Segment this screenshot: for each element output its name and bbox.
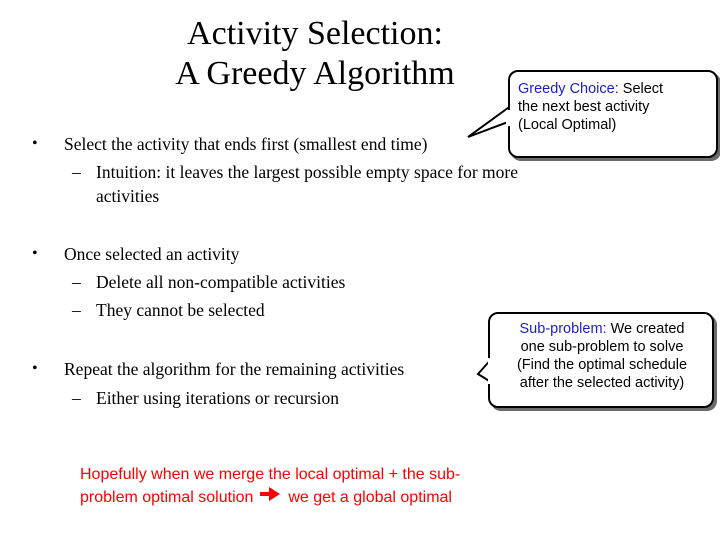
- bullet-2-sub-1: Delete all non-compatible activities: [96, 272, 346, 292]
- title-line-1: Activity Selection:: [187, 15, 443, 52]
- subproblem-text-1: We created: [606, 321, 685, 337]
- footer-note: [80, 464, 530, 510]
- bullet-1-sub-1-line-1: Intuition: it leaves the largest possible empty space for more: [96, 162, 518, 182]
- bullet-1-sub-1-line-2: activities: [96, 186, 160, 206]
- dash-marker: –: [72, 300, 81, 320]
- footer-line-1: Hopefully when we merge the local optimal + the sub-: [80, 466, 461, 483]
- footer-line-2-start: problem optimal solution: [80, 489, 258, 507]
- right-arrow-icon: [260, 486, 280, 508]
- subproblem-label: Sub-problem:: [519, 321, 607, 337]
- bullet-marker: •: [32, 245, 38, 262]
- bullet-marker: •: [32, 360, 38, 377]
- bullet-marker: •: [32, 135, 38, 152]
- bullet-2-sub-2: They cannot be selected: [96, 300, 265, 320]
- dash-marker: –: [72, 272, 81, 292]
- greedy-choice-text-3: (Local Optimal): [518, 117, 617, 133]
- greedy-choice-text-1: Select: [618, 81, 664, 97]
- subproblem-text-3: (Find the optimal schedule: [516, 357, 688, 373]
- dash-marker: –: [72, 388, 81, 408]
- subproblem-text-2: one sub-problem to solve: [520, 339, 684, 355]
- greedy-choice-label: Greedy Choice:: [518, 81, 619, 97]
- dash-marker: –: [72, 162, 81, 182]
- footer-line-2-end: we get a global optimal: [283, 489, 452, 507]
- bullet-2-text: Once selected an activity: [64, 244, 240, 264]
- subproblem-text-4: after the selected activity): [519, 375, 685, 391]
- greedy-choice-callout: [508, 70, 718, 158]
- bullet-3-text: Repeat the algorithm for the remaining activities: [64, 359, 405, 379]
- subproblem-callout: [488, 312, 714, 408]
- bullet-1-text: Select the activity that ends first (smallest end time): [64, 134, 428, 154]
- subproblem-pointer-joint: [486, 358, 494, 384]
- bullet-3-sub-1: Either using iterations or recursion: [96, 388, 339, 408]
- title-line-2: A Greedy Algorithm: [175, 55, 455, 92]
- greedy-pointer-joint: [500, 110, 514, 126]
- greedy-choice-text-2: the next best activity: [518, 99, 650, 115]
